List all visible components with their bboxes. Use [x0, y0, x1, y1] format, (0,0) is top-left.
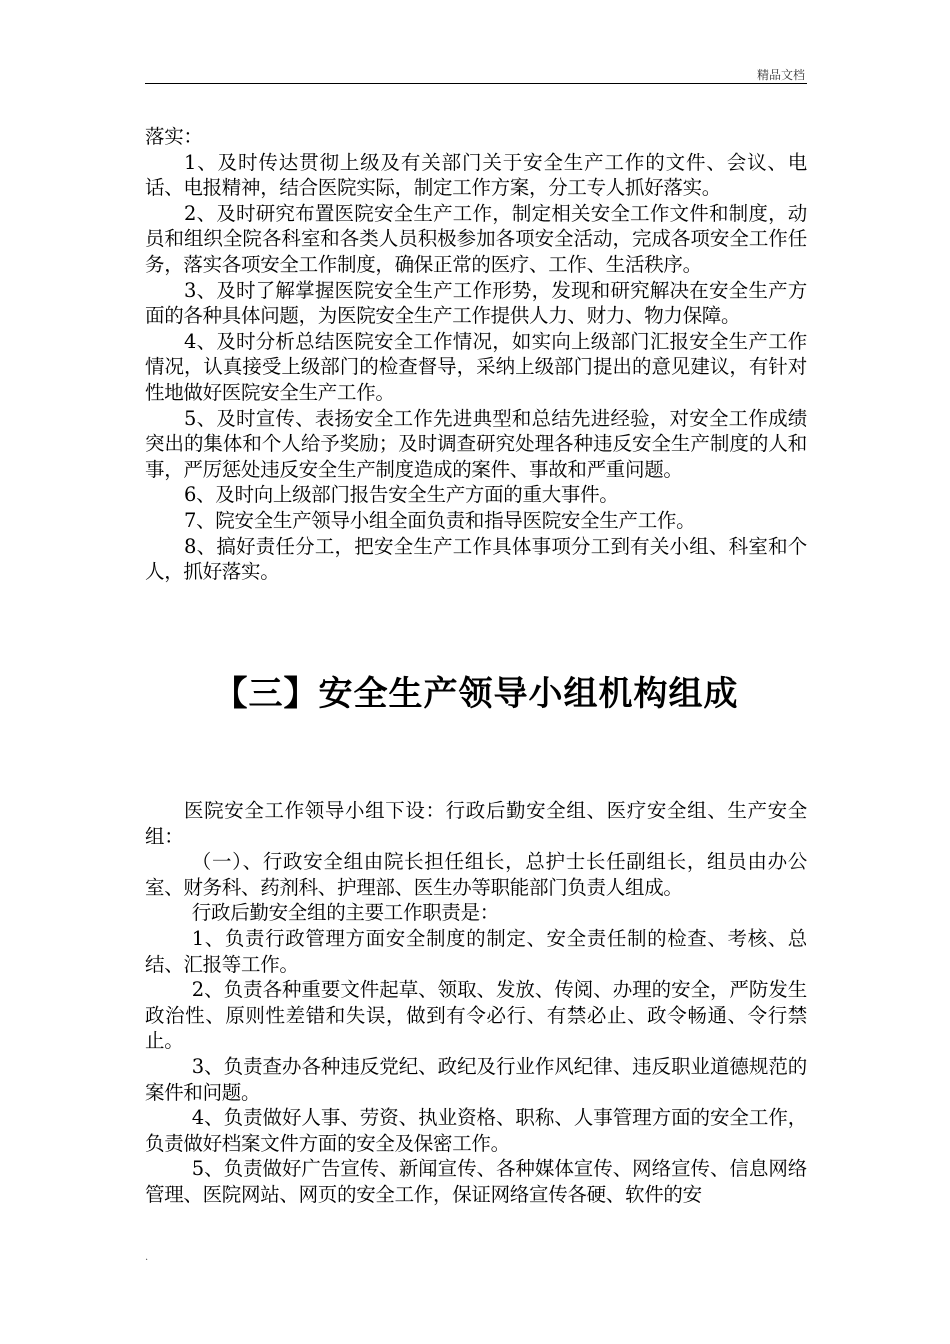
header-label: 精品文档 — [756, 68, 805, 82]
list-item: 2、及时研究布置医院安全生产工作，制定相关安全工作文件和制度，动员和组织全院各科室和各类人员积极参加各项安全活动，完成各项安全工作任务，落实各项安全工作制度，确保正常的医疗、工作、生活秩序。 — [145, 201, 807, 276]
intro-paragraph: 医院安全工作领导小组下设：行政后勤安全组、医疗安全组、生产安全组： — [145, 799, 807, 848]
lead-text: 落实： — [145, 125, 203, 148]
footer-mark: . — [145, 1252, 149, 1263]
list-item: 4、及时分析总结医院安全工作情况，如实向上级部门汇报安全生产工作情况，认真接受上级部门的检查督导，采纳上级部门提出的意见建议，有针对性地做好医院安全生产工作。 — [145, 329, 807, 404]
duty-item: 1、负责行政管理方面安全制度的制定、安全责任制的检查、考核、总结、汇报等工作。 — [145, 926, 807, 976]
duty-item: 2、负责各种重要文件起草、领取、发放、传阅、办理的安全，严防发生政治性、原则性差错和失误，做到有令必行、有禁必止、政令畅通、令行禁止。 — [145, 978, 807, 1053]
header-divider — [145, 83, 807, 84]
duty-item: 4、负责做好人事、劳资、执业资格、职称、人事管理方面的安全工作，负责做好档案文件方面的安全及保密工作。 — [145, 1106, 807, 1155]
list-item: 7、院安全生产领导小组全面负责和指导医院安全生产工作。 — [184, 508, 696, 532]
duty-item: 3、负责查办各种违反党纪、政纪及行业作风纪律、违反职业道德规范的案件和问题。 — [145, 1054, 807, 1104]
group-description: （一）、行政安全组由院长担任组长，总护士长任副组长，组员由办公室、财务科、药剂科、护理部、医生办等职能部门负责人组成。 — [145, 850, 807, 899]
section-heading: 【三】安全生产领导小组机构组成 — [213, 674, 739, 714]
duty-item: 5、负责做好广告宣传、新闻宣传、各种媒体宣传、网络宣传、信息网络管理、医院网站、网页的安全工作，保证网络宣传各硬、软件的安 — [145, 1157, 807, 1206]
list-item: 5、及时宣传、表扬安全工作先进典型和总结先进经验，对安全工作成绩突出的集体和个人给予奖励；及时调查研究处理各种违反安全生产制度的人和事，严厉惩处违反安全生产制度造成的案件、事故和严重问题。 — [145, 406, 807, 481]
duties-title: 行政后勤安全组的主要工作职责是： — [191, 901, 499, 925]
list-item: 3、及时了解掌握医院安全生产工作形势，发现和研究解决在安全生产方面的各种具体问题，为医院安全生产工作提供人力、财力、物力保障。 — [145, 278, 807, 328]
list-item: 8、搞好责任分工，把安全生产工作具体事项分工到有关小组、科室和个人，抓好落实。 — [145, 534, 807, 584]
organization-section — [145, 798, 807, 1208]
responsibilities-section — [145, 124, 807, 585]
list-item: 6、及时向上级部门报告安全生产方面的重大事件。 — [184, 483, 619, 507]
list-item: 1、及时传达贯彻上级及有关部门关于安全生产工作的文件、会议、电话、电报精神，结合医院实际，制定工作方案，分工专人抓好落实。 — [145, 150, 807, 200]
